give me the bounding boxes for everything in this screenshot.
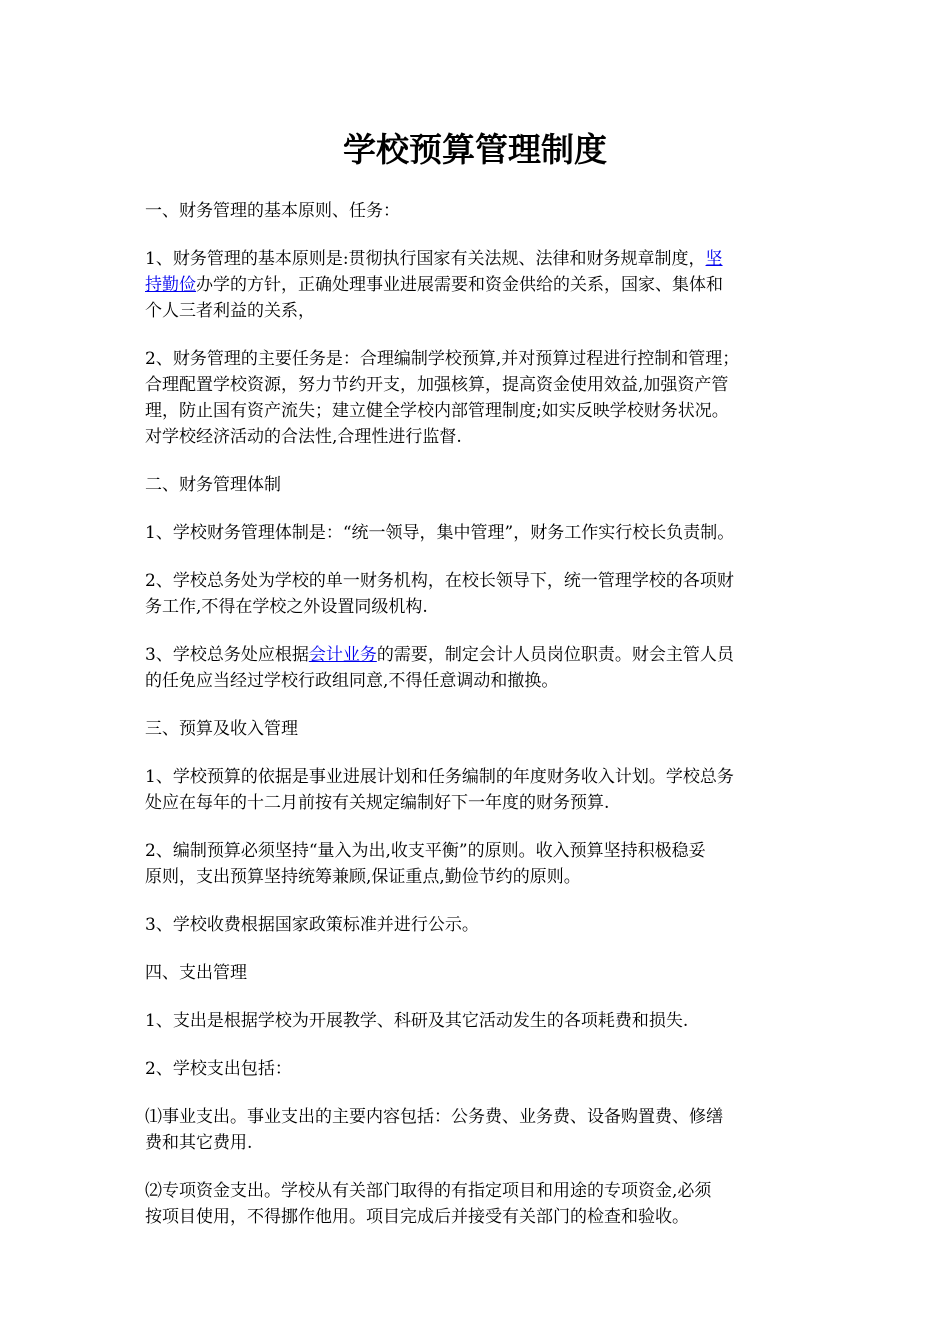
section-4-heading: 四、支出管理: [145, 963, 247, 983]
paragraph-line: 处应在每年的十二月前按有关规定编制好下一年度的财务预算.: [145, 793, 610, 813]
paragraph-line: 合理配置学校资源，努力节约开支，加强核算，提高资金使用效益,加强资产管: [145, 375, 729, 395]
paragraph-line: 个人三者利益的关系，: [145, 301, 315, 321]
section-2-paragraph-1: 1、学校财务管理体制是：“统一领导，集中管理”，财务工作实行校长负责制。: [145, 523, 735, 543]
paragraph-line: [145, 642, 825, 668]
section-1-paragraph-2: [145, 346, 825, 450]
document-body: [145, 198, 825, 1252]
paragraph-text: 办学的方针，正确处理事业进展需要和资金供给的关系，国家、集体和: [196, 275, 723, 295]
section-1-paragraph-1: [145, 246, 825, 324]
paragraph-text: 1、财务管理的基本原则是:贯彻执行国家有关法规、法律和财务规章制度，: [145, 249, 706, 269]
paragraph-line: 对学校经济活动的合法性,合理性进行监督.: [145, 427, 462, 447]
section-4-paragraph-1: 1、支出是根据学校为开展教学、科研及其它活动发生的各项耗费和损失.: [145, 1011, 689, 1031]
paragraph-line: [145, 246, 825, 272]
section-4-paragraph-3: [145, 1104, 825, 1156]
paragraph-line: 2、编制预算必须坚持“量入为出,收支平衡”的原则。收入预算坚持积极稳妥: [145, 841, 706, 861]
paragraph-line: 原则，支出预算坚持统筹兼顾,保证重点,勤俭节约的原则。: [145, 867, 581, 887]
section-4-paragraph-4: [145, 1178, 825, 1230]
paragraph-line: 费和其它费用.: [145, 1133, 253, 1153]
link-jianchi-qinjian-continued[interactable]: 持勤俭: [145, 275, 196, 295]
section-2-paragraph-2: [145, 568, 825, 620]
document-title: 学校预算管理制度: [343, 130, 607, 169]
link-jianchi-qinjian[interactable]: 坚: [705, 249, 723, 269]
paragraph-line: [145, 272, 825, 298]
section-4-paragraph-2: 2、学校支出包括：: [145, 1059, 292, 1079]
paragraph-text: 的需要，制定会计人员岗位职责。财会主管人员: [376, 645, 734, 665]
section-3-paragraph-2: [145, 838, 825, 890]
paragraph-line: 2、财务管理的主要任务是：合理编制学校预算,并对预算过程进行控制和管理；: [145, 349, 740, 369]
paragraph-line: ⑴事业支出。事业支出的主要内容包括：公务费、业务费、设备购置费、修缮: [145, 1107, 723, 1127]
paragraph-line: 1、学校预算的依据是事业进展计划和任务编制的年度财务收入计划。学校总务: [145, 767, 734, 787]
paragraph-line: 按项目使用，不得挪作他用。项目完成后并接受有关部门的检查和验收。: [145, 1207, 689, 1227]
link-kuaiji-yewu[interactable]: 会计业务: [308, 645, 377, 665]
section-2-paragraph-3: [145, 642, 825, 694]
section-3-paragraph-3: 3、学校收费根据国家政策标准并进行公示。: [145, 915, 479, 935]
section-1-heading: 一、财务管理的基本原则、任务：: [145, 201, 400, 221]
section-3-heading: 三、预算及收入管理: [145, 719, 298, 739]
paragraph-text: 3、学校总务处应根据: [145, 645, 309, 665]
paragraph-line: 理，防止国有资产流失；建立健全学校内部管理制度;如实反映学校财务状况。: [145, 401, 729, 421]
paragraph-line: 务工作,不得在学校之外设置同级机构.: [145, 597, 428, 617]
paragraph-line: 的任免应当经过学校行政组同意,不得任意调动和撤换。: [145, 671, 559, 691]
paragraph-line: ⑵专项资金支出。学校从有关部门取得的有指定项目和用途的专项资金,必须: [145, 1181, 712, 1201]
paragraph-line: 2、学校总务处为学校的单一财务机构，在校长领导下，统一管理学校的各项财: [145, 571, 734, 591]
section-3-paragraph-1: [145, 764, 825, 816]
section-2-heading: 二、财务管理体制: [145, 475, 281, 495]
